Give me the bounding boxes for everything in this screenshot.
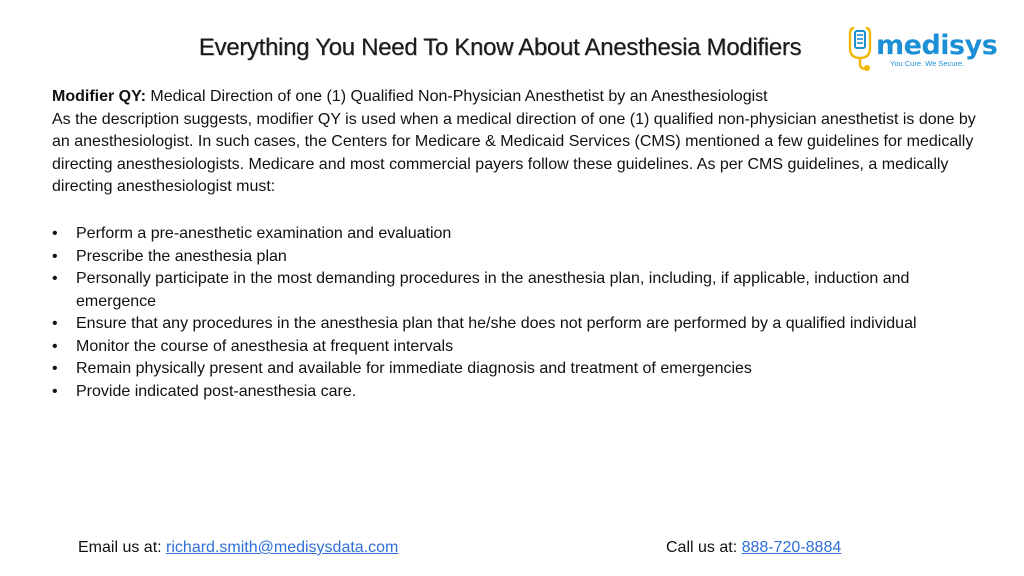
logo-wordmark: medisys (876, 30, 998, 61)
list-item (52, 268, 982, 313)
requirements-list (52, 223, 982, 403)
list-item (52, 381, 982, 404)
footer-phone (666, 539, 841, 557)
stethoscope-icon (850, 28, 870, 71)
bullet-icon: • (52, 247, 58, 265)
footer-email (78, 539, 398, 557)
list-item (52, 358, 982, 381)
modifier-heading-text: Medical Direction of one (1) Qualified Non-Physician Anesthetist by an Anesthesiologist (150, 88, 768, 105)
list-item (52, 246, 982, 269)
list-item-text: Prescribe the anesthesia plan (76, 247, 287, 265)
list-item-text: Monitor the course of anesthesia at frequent intervals (76, 337, 454, 355)
email-link[interactable]: richard.smith@medisysdata.com (166, 539, 399, 556)
bullet-icon: • (52, 315, 58, 332)
list-item-text: Ensure that any procedures in the anesthesia plan that he/she does not perform are performed by a qualified individual (76, 315, 917, 332)
modifier-description (52, 86, 992, 199)
email-label: Email us at: (78, 539, 162, 556)
phone-link[interactable]: 888-720-8884 (741, 539, 842, 556)
bullet-icon: • (52, 337, 58, 355)
list-item-text: Perform a pre-anesthetic examination and evaluation (76, 225, 452, 242)
phone-label: Call us at: (666, 539, 738, 556)
logo-tagline: You Cure. We Secure. (890, 59, 965, 68)
list-item-text: Provide indicated post-anesthesia care. (76, 382, 357, 400)
bullet-icon: • (52, 382, 58, 400)
list-item (52, 313, 982, 336)
list-item (52, 336, 982, 359)
list-item-text: Personally participate in the most demanding procedures in the anesthesia plan, including, if applicable, induction and emergence (76, 270, 910, 310)
modifier-label: Modifier QY: (52, 88, 146, 105)
bullet-icon: • (52, 360, 58, 377)
bullet-icon: • (52, 270, 58, 287)
page-title: Everything You Need To Know About Anesthesia Modifiers (198, 34, 802, 61)
list-item (52, 223, 982, 246)
list-item-text: Remain physically present and available for immediate diagnosis and treatment of emergencies (76, 360, 752, 377)
medisys-logo (846, 22, 1012, 72)
bullet-icon: • (52, 225, 58, 242)
modifier-heading (52, 86, 992, 109)
modifier-body: As the description suggests, modifier QY is used when a medical direction of one (1) qualified non-physician anesthetist is done by an anesthesiologist. In such cases, the Centers for Medicare & Medicaid Services (CMS) mentioned a few guidelines for medically directing anesthesiologists. Medicare and most commercial payers follow these guidelines. As per CMS guidelines, a medically directing anesthesiologist must: (52, 110, 976, 195)
logo-graphic (846, 22, 1012, 72)
